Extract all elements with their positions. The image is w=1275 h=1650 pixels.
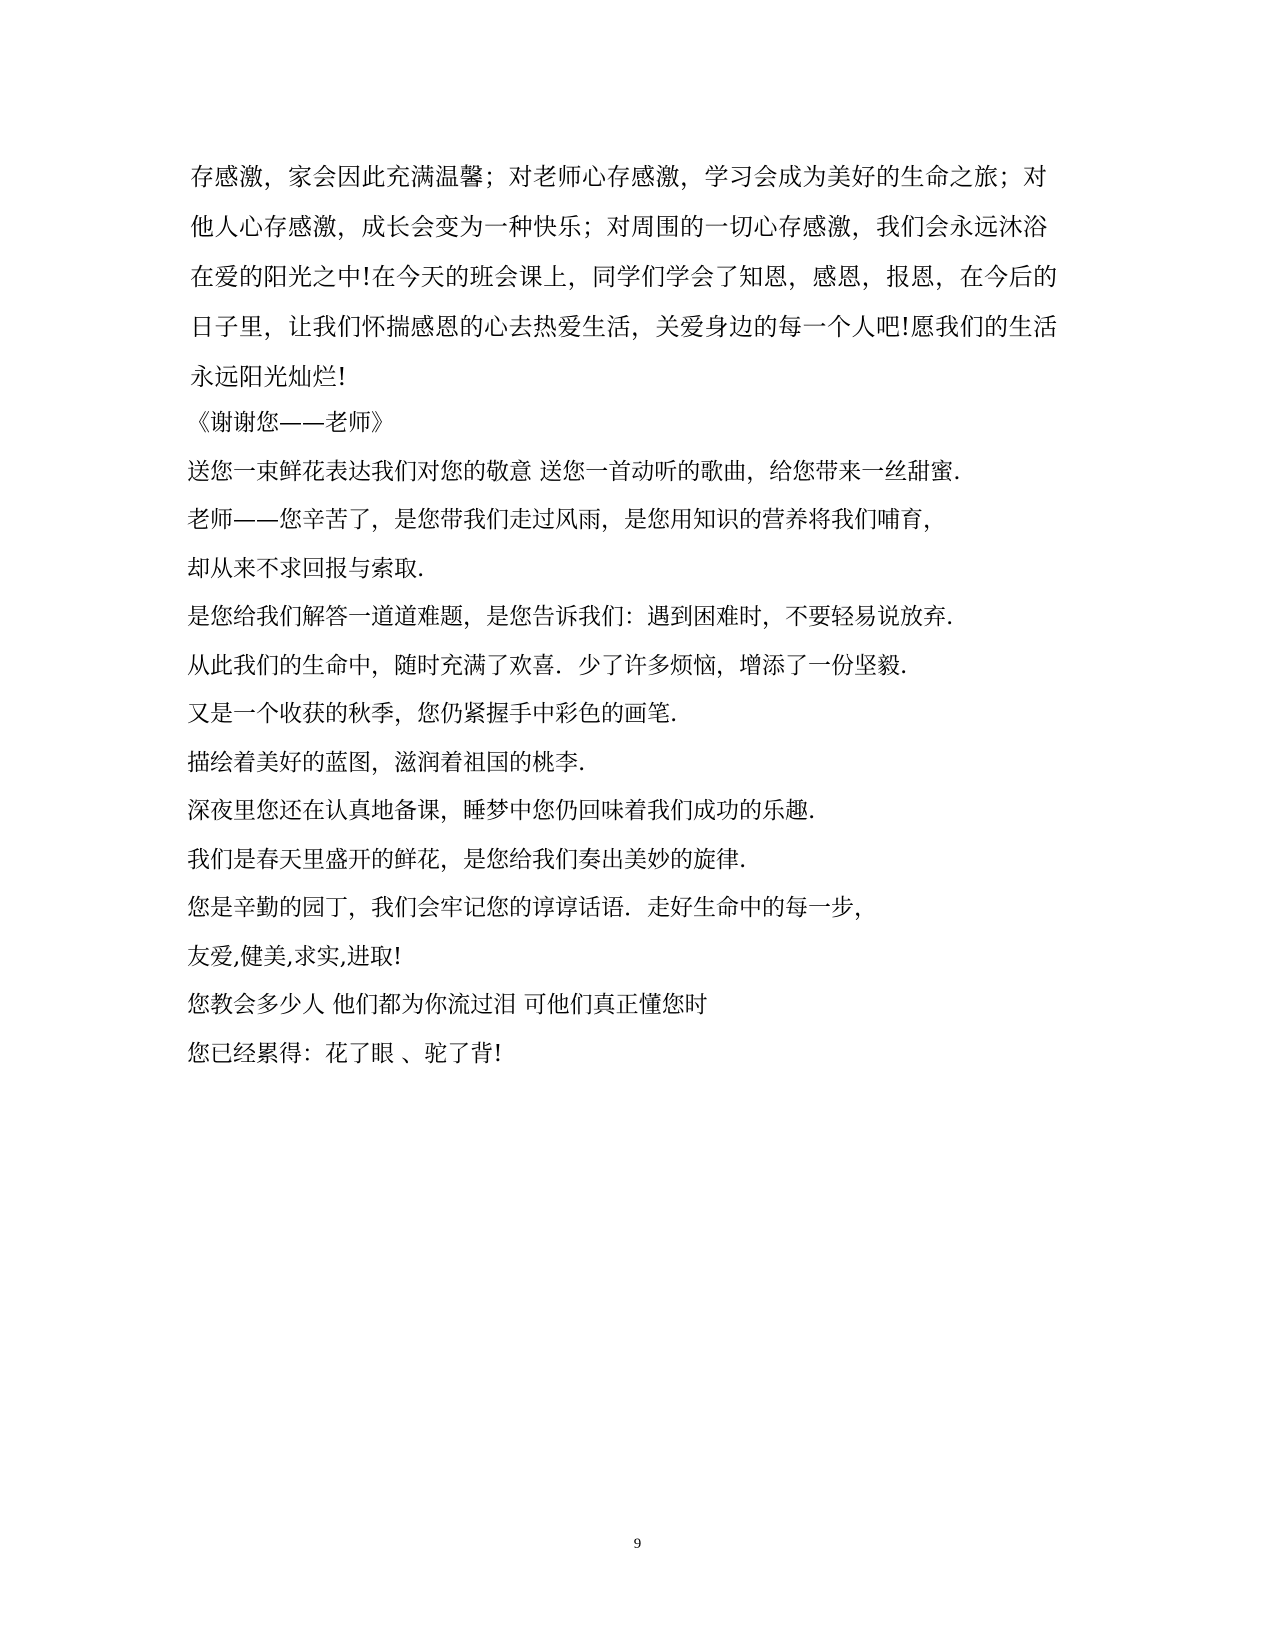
poem-line: 描绘着美好的蓝图，滋润着祖国的桃李. xyxy=(187,749,586,776)
poem-title: 《谢谢您——老师》 xyxy=(187,410,394,436)
poem-line: 深夜里您还在认真地备课，睡梦中您仍回味着我们成功的乐趣. xyxy=(187,798,816,824)
poem-block xyxy=(187,399,1087,1078)
poem-line: 您是辛勤的园丁，我们会牢记您的谆谆话语．走好生命中的每一步， xyxy=(187,895,877,921)
poem-line: 送您一束鲜花表达我们对您的敬意 送您一首动听的歌曲，给您带来一丝甜蜜. xyxy=(187,458,961,485)
paragraph-line: 永远阳光灿烂! xyxy=(190,363,348,391)
poem-line: 从此我们的生命中，随时充满了欢喜．少了许多烦恼，增添了一份坚毅. xyxy=(187,652,908,679)
poem-line: 您已经累得：花了眼 、驼了背! xyxy=(187,1040,503,1067)
poem-line: 我们是春天里盛开的鲜花，是您给我们奏出美妙的旋律. xyxy=(187,846,747,873)
paragraph-line: 日子里，让我们怀揣感恩的心去热爱生活，关爱身边的每一个人吧!愿我们的生活 xyxy=(190,313,1058,341)
poem-line: 又是一个收获的秋季，您仍紧握手中彩色的画笔. xyxy=(187,701,678,727)
poem-line: 您教会多少人 他们都为你流过泪 可他们真正懂您时 xyxy=(187,992,708,1018)
poem-line: 友爱,健美,求实,进取! xyxy=(187,943,403,970)
poem-line: 老师——您辛苦了，是您带我们走过风雨，是您用知识的营养将我们哺育， xyxy=(187,507,946,533)
page-number: 9 xyxy=(633,1536,642,1552)
gratitude-paragraph xyxy=(190,152,1090,402)
paragraph-line: 存感激，家会因此充满温馨；对老师心存感激，学习会成为美好的生命之旅；对 xyxy=(190,163,1048,191)
paragraph-line: 在爱的阳光之中!在今天的班会课上，同学们学会了知恩，感恩，报恩，在今后的 xyxy=(190,263,1058,291)
paragraph-line: 他人心存感激，成长会变为一种快乐；对周围的一切心存感激，我们会永远沐浴 xyxy=(190,213,1048,241)
poem-line: 是您给我们解答一道道难题，是您告诉我们：遇到困难时，不要轻易说放弃. xyxy=(187,604,954,630)
poem-line: 却从来不求回报与索取. xyxy=(187,555,425,582)
